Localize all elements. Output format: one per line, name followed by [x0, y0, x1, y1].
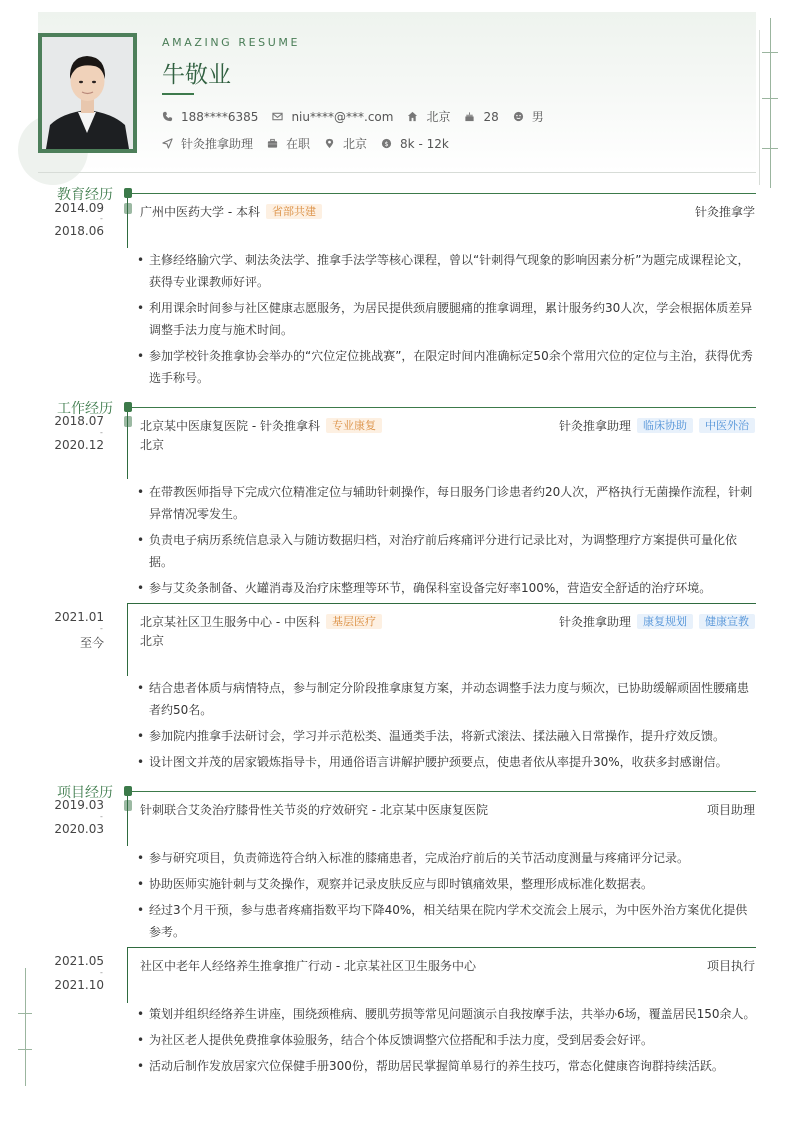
portrait-illustration [42, 37, 133, 149]
school-name: 广州中医药大学 - 本科 [140, 205, 260, 219]
company-tag: 基层医疗 [326, 614, 382, 629]
work-section-title: 工作经历 [57, 401, 113, 417]
work-bullets [137, 481, 756, 603]
expected-salary: 8k - 12k [400, 136, 449, 151]
job-intent-row [162, 135, 463, 152]
age-info [464, 110, 498, 124]
target-city: 北京 [343, 137, 368, 151]
cake-icon [464, 111, 475, 122]
list-item: • 参加学校针灸推拿协会举办的“穴位定位挑战赛”，在限定时间内准确标定50余个常用穴位的定位与主治，获得优秀选手称号。 [137, 345, 756, 389]
project-title-row [140, 957, 476, 974]
left-decoration-line [25, 968, 26, 1086]
project-role: 项目助理 [706, 803, 755, 817]
entry-timeline [127, 947, 128, 1003]
send-icon [162, 138, 173, 149]
skill-tag: 临床协助 [637, 418, 693, 433]
list-item: • 参与研究项目，负责筛选符合纳入标准的膝痛患者，完成治疗前后的关节活动度测量与疼痛评分记录。 [137, 847, 756, 869]
skill-tag: 中医外治 [699, 418, 755, 433]
school-title-row [140, 203, 322, 220]
section-marker [124, 188, 132, 198]
left-decoration-tick [18, 1049, 32, 1050]
entry-divider [128, 947, 756, 948]
list-item: • 参与艾灸条制备、火罐消毒及治疗床整理等环节，确保科室设备完好率100%，营造安全舒适的治疗环境。 [137, 577, 756, 599]
job-role: 针灸推拿助理 [558, 615, 631, 629]
list-item: • 活动后制作发放居家穴位保健手册300份，帮助居民掌握简单易行的养生技巧，常态化健康咨询群持续活跃。 [137, 1055, 756, 1077]
right-decoration-tick [762, 52, 778, 53]
project-role: 项目执行 [706, 959, 755, 973]
list-item: • 参加院内推拿手法研讨会，学习并示范松类、温通类手法，将新式滚法、揉法融入日常操作，提升疗效反馈。 [137, 725, 756, 747]
date-separator: - [100, 428, 103, 437]
date-start: 2019.03 [54, 798, 104, 812]
date-end: 2018.06 [54, 224, 104, 238]
entry-marker [124, 800, 132, 811]
skill-tag: 健康宣教 [699, 614, 755, 629]
date-end: 2020.12 [54, 438, 104, 452]
date-start: 2021.05 [54, 954, 104, 968]
gender-info [513, 108, 544, 125]
entry-divider [128, 603, 756, 604]
entry-timeline [127, 796, 128, 846]
phone-info [162, 110, 258, 124]
residence-city: 北京 [426, 110, 451, 124]
residence-info [407, 108, 450, 125]
project-name: 社区中老年人经络养生推拿推广行动 - 北京某社区卫生服务中心 [140, 959, 476, 973]
education-section-title: 教育经历 [57, 187, 113, 203]
date-separator: - [100, 624, 103, 633]
phone-number: 188****6385 [181, 109, 259, 124]
entry-timeline [127, 198, 128, 248]
skill-tag: 康复规划 [637, 614, 693, 629]
entry-timeline [127, 412, 128, 479]
section-divider [128, 407, 756, 408]
project-bullets [137, 1003, 756, 1081]
list-item: • 负责电子病历系统信息录入与随访数据归档，对治疗前后疼痛评分进行记录比对，为调整理疗方案提供可量化依据。 [137, 529, 756, 573]
name-underline [162, 93, 194, 95]
list-item: • 设计图文并茂的居家锻炼指导卡，用通俗语言讲解护腰护颈要点，使患者依从率提升30%，收获多封感谢信。 [137, 751, 756, 773]
list-item: • 主修经络腧穴学、刺法灸法学、推拿手法学等核心课程，曾以“针刺得气现象的影响因素分析”为题完成课程论文，获得专业课教师好评。 [137, 249, 756, 293]
age-value: 28 [483, 109, 499, 124]
list-item: • 结合患者体质与病情特点，参与制定分阶段推拿康复方案，并动态调整手法力度与频次，已协助缓解顽固性腰痛患者约50名。 [137, 677, 756, 721]
section-divider [128, 791, 756, 792]
project-name: 针刺联合艾灸治疗膝骨性关节炎的疗效研究 - 北京某中医康复医院 [140, 803, 488, 817]
candidate-name: 牛敬业 [162, 62, 231, 88]
location-pin-icon [324, 138, 335, 149]
company-location: 北京 [140, 634, 165, 648]
right-decoration-tick [762, 148, 778, 149]
date-end: 2020.03 [54, 822, 104, 836]
target-city-info [324, 135, 367, 152]
company-tag: 专业康复 [326, 418, 382, 433]
date-end: 2021.10 [54, 978, 104, 992]
entry-timeline [127, 603, 128, 676]
employment-status: 在职 [286, 137, 311, 151]
target-position-info [162, 135, 253, 152]
right-decoration-line [770, 18, 771, 188]
project-bullets [137, 847, 756, 947]
company-location: 北京 [140, 438, 165, 452]
date-start: 2021.01 [54, 610, 104, 624]
date-start: 2014.09 [54, 201, 104, 215]
list-item: • 利用课余时间参与社区健康志愿服务，为居民提供颈肩腰腿痛的推拿调理，累计服务约30人次，学会根据体质差异调整手法力度与施术时间。 [137, 297, 756, 341]
svg-text:$: $ [384, 139, 389, 148]
email-address: niu****@***.com [291, 109, 394, 124]
project-title-row [140, 801, 488, 818]
target-position: 针灸推拿助理 [181, 137, 254, 151]
company-title-row [140, 613, 382, 630]
major: 针灸推拿学 [694, 205, 755, 219]
gender-value: 男 [531, 110, 544, 124]
salary-info [381, 137, 449, 151]
job-role-row [559, 417, 755, 434]
briefcase-icon [267, 138, 278, 149]
job-role-row [559, 613, 755, 630]
date-separator: - [100, 968, 103, 977]
school-tag: 省部共建 [266, 204, 322, 219]
company-title-row [140, 417, 382, 434]
phone-icon [162, 111, 173, 122]
date-separator: - [100, 214, 103, 223]
email-info [272, 110, 393, 124]
profile-photo [38, 33, 137, 153]
employment-status-info [267, 135, 310, 152]
company-name: 北京某社区卫生服务中心 - 中医科 [140, 615, 320, 629]
brand-text: AMAZING RESUME [162, 36, 301, 49]
date-end: 至今 [79, 636, 104, 650]
entry-marker [124, 203, 132, 214]
section-marker [124, 786, 132, 796]
date-start: 2018.07 [54, 414, 104, 428]
company-name: 北京某中医康复医院 - 针灸推拿科 [140, 419, 320, 433]
salary-icon [381, 138, 392, 149]
section-divider [128, 193, 756, 194]
work-bullets [137, 677, 756, 777]
list-item: • 策划并组织经络养生讲座，围绕颈椎病、腰肌劳损等常见问题演示自我按摩手法，共举办6场，覆盖居民150余人。 [137, 1003, 756, 1025]
header-divider [38, 172, 756, 173]
job-role: 针灸推拿助理 [558, 419, 631, 433]
date-separator: - [100, 812, 103, 821]
list-item: • 在带教医师指导下完成穴位精准定位与辅助针刺操作，每日服务门诊患者约20人次，严格执行无菌操作流程，针刺异常情况零发生。 [137, 481, 756, 525]
education-bullets [137, 249, 756, 393]
left-decoration-tick [18, 1013, 32, 1014]
gender-icon [513, 111, 524, 122]
avatar [42, 37, 133, 149]
home-icon [407, 111, 418, 122]
section-marker [124, 402, 132, 412]
contact-info-row [162, 108, 558, 125]
right-decoration-line-inner [759, 30, 760, 185]
mail-icon [272, 111, 283, 122]
list-item: • 经过3个月干预，参与患者疼痛指数平均下降40%，相关结果在院内学术交流会上展示，为中医外治方案优化提供参考。 [137, 899, 756, 943]
right-decoration-tick [762, 98, 778, 99]
list-item: • 协助医师实施针刺与艾灸操作，观察并记录皮肤反应与即时镇痛效果，整理形成标准化数据表。 [137, 873, 756, 895]
list-item: • 为社区老人提供免费推拿体验服务，结合个体反馈调整穴位搭配和手法力度，受到居委会好评。 [137, 1029, 756, 1051]
entry-marker [124, 416, 132, 427]
project-section-title: 项目经历 [57, 785, 113, 801]
